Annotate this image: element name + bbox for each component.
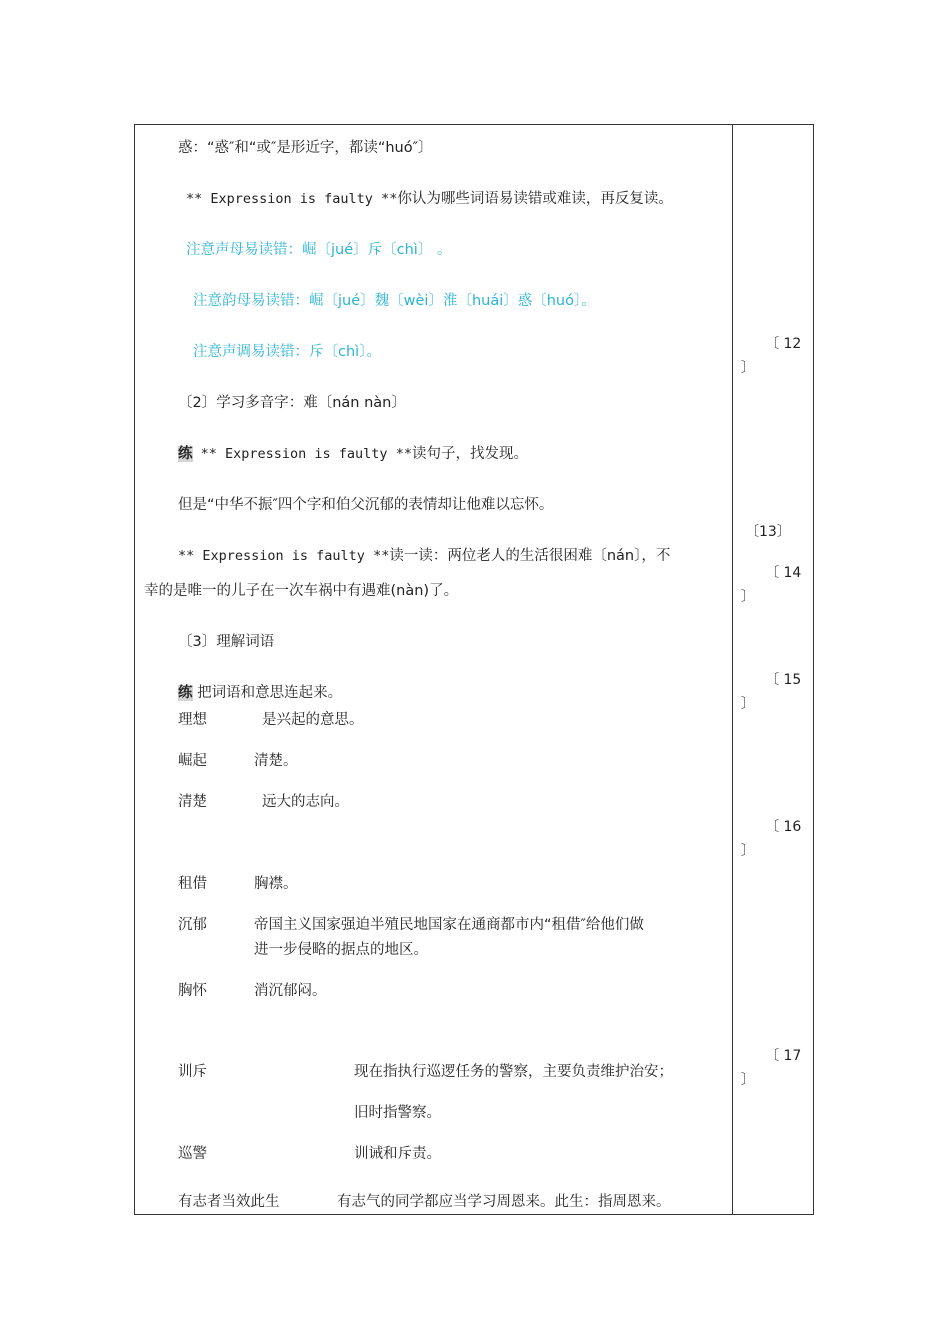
row-read-cont: 幸的是唯一的儿子在一次车祸中有遇难(nàn)了。 — [144, 583, 459, 599]
word-youzhizhe: 有志者当效此生 — [178, 1194, 280, 1210]
meaning-zujie: 胸襟。 — [254, 876, 298, 892]
practice-mark: 练 — [178, 446, 193, 462]
word-xunchi: 训斥 — [178, 1064, 207, 1080]
row-huo-note: 惑：“惑″和“或″是形近字，都读“huó″〕 — [178, 140, 433, 156]
practice-mark: 练 — [178, 685, 193, 701]
note-12-close: 〕 — [741, 360, 755, 376]
row-read-text: 读一读：两位老人的生活很困难〔nán〕，不 — [389, 548, 671, 564]
meaning-chenyu-cont: 进一步侵略的据点的地区。 — [254, 942, 428, 958]
word-qingchu: 清楚 — [178, 794, 207, 810]
note-14: 〔 14 — [765, 565, 802, 581]
row-practice-2 — [178, 683, 342, 703]
note-12: 〔 12 — [765, 336, 802, 352]
row-practice-2-text: 把词语和意思连起来。 — [192, 685, 343, 701]
table-frame — [134, 124, 814, 1215]
column-divider — [732, 124, 733, 1215]
row-understand: 〔3〕理解词语 — [178, 634, 275, 650]
row-tones: 注意声调易读错：斥〔chì〕。 — [193, 344, 381, 360]
note-16: 〔 16 — [765, 819, 802, 835]
word-jueqi: 崛起 — [178, 753, 207, 769]
expression-error: ** Expression is faulty ** — [178, 548, 390, 564]
note-16-close: 〕 — [741, 843, 755, 859]
word-zujie: 租借 — [178, 876, 207, 892]
row-initials: 注意声母易读错：崛〔jué〕斥〔chì〕 。 — [186, 242, 452, 258]
meaning-jueqi: 清楚。 — [254, 753, 298, 769]
meaning-police: 现在指执行巡逻任务的警察，主要负责维护治安； — [354, 1064, 673, 1080]
meaning-xionghuai: 消沉郁闷。 — [254, 983, 327, 999]
row-hard-words — [186, 189, 673, 209]
expression-error: ** Expression is faulty ** — [192, 446, 412, 462]
row-polyphonic: 〔2〕学习多音字：难〔nán nàn〕 — [178, 395, 406, 411]
row-hard-words-text: 你认为哪些词语易读错或难读，再反复读。 — [397, 191, 673, 207]
row-read — [178, 546, 670, 566]
note-17: 〔 17 — [765, 1048, 802, 1064]
note-14-close: 〕 — [741, 589, 755, 605]
note-13: 〔13〕 — [745, 524, 791, 540]
meaning-scold: 训诫和斥责。 — [354, 1146, 441, 1162]
word-xunjing: 巡警 — [178, 1146, 207, 1162]
word-lixiang: 理想 — [178, 712, 207, 728]
note-15: 〔 15 — [765, 672, 802, 688]
note-17-close: 〕 — [741, 1072, 755, 1088]
meaning-qingchu: 远大的志向。 — [262, 794, 349, 810]
meaning-chenyu: 帝国主义国家强迫半殖民地国家在通商都市内“租借″给他们做 — [254, 917, 644, 933]
meaning-youzhizhe: 有志气的同学都应当学习周恩来。此生：指周恩来。 — [337, 1194, 671, 1210]
word-xionghuai: 胸怀 — [178, 983, 207, 999]
row-sentence: 但是“中华不振″四个字和伯父沉郁的表情却让他难以忘怀。 — [178, 497, 554, 513]
row-practice-1-text: 读句子，找发现。 — [411, 446, 528, 462]
expression-error: ** Expression is faulty ** — [186, 191, 398, 207]
row-finals: 注意韵母易读错：崛〔jué〕魏〔wèi〕淮〔huái〕惑〔huó〕。 — [193, 293, 596, 309]
meaning-police-cont: 旧时指警察。 — [354, 1105, 441, 1121]
row-practice-1 — [178, 444, 528, 464]
meaning-lixiang: 是兴起的意思。 — [262, 712, 364, 728]
word-chenyu: 沉郁 — [178, 917, 207, 933]
note-15-close: 〕 — [741, 696, 755, 712]
